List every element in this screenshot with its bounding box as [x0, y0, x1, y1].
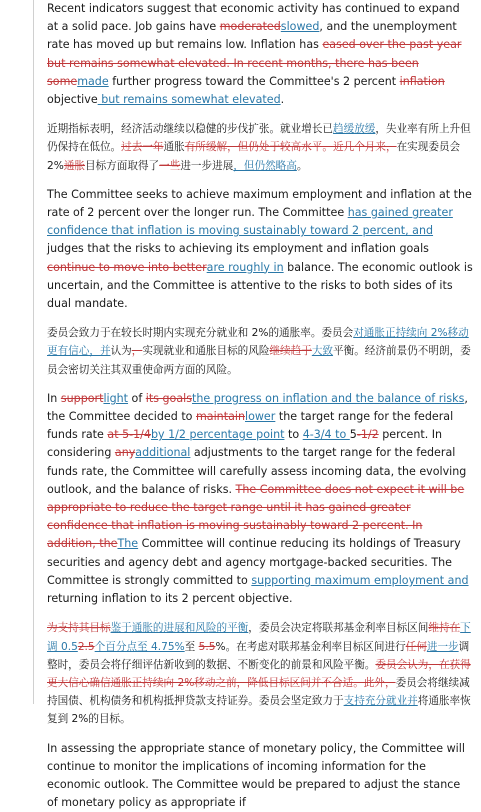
- text-segment: objective: [47, 93, 98, 107]
- paragraph-zh-3: [47, 619, 473, 728]
- paragraph-en-3: [47, 390, 473, 608]
- inserted-text: light: [103, 391, 129, 405]
- deleted-text: 过去一年: [121, 141, 164, 154]
- text-segment: 近期指标表明，经济活动继续以稳健的步伐扩张。就业增长已: [47, 123, 334, 136]
- text-segment: further progress toward the Committee's 2 percent: [108, 74, 400, 88]
- paragraph-gap: [47, 109, 473, 120]
- deleted-text: 委员会认为，在获得更大信心确信通胀正持续向 2%移动之前，降低目标区间并不合适。此外，: [47, 658, 471, 689]
- text-segment: Committee will continue reducing its holdings of Treasury securities and agency debt and agency mortgage-backed securities. The Committee is strongly committed to: [47, 537, 461, 587]
- text-segment: 调整时，委员会将仔细评估新收到的数据、不断变化的前景和风险平衡。: [47, 640, 470, 671]
- deleted-text: 为支持其目标: [47, 622, 111, 635]
- inserted-text: 大致: [311, 345, 334, 358]
- text-segment: adjustments to the target range for the federal funds rate, the Committee will carefully assess incoming data, the evolving outlook, and the balance of risks.: [47, 446, 467, 496]
- inserted-text: 下调 0.5: [47, 622, 471, 653]
- inserted-text: 进一步: [426, 640, 459, 653]
- deleted-text: maintain: [196, 410, 245, 424]
- inserted-text: supporting maximum employment and: [251, 573, 469, 587]
- text-segment: 将通胀率恢复到 2%的目标。: [47, 695, 471, 726]
- inserted-text: ，但仍然略高: [233, 159, 297, 172]
- paragraph-en-1: [47, 0, 473, 109]
- deleted-text: ，: [131, 345, 143, 358]
- inserted-text: has gained greater confidence that inflation is moving sustainably toward 2 percent, and: [47, 206, 453, 238]
- deleted-text: 一些: [159, 159, 181, 172]
- text-segment: 平衡。经济前景仍不明朗，委员会密切关注其双重使命两方面的风险。: [47, 345, 471, 376]
- text-segment: .: [280, 93, 285, 107]
- text-segment: judges that the risks to achieving its employment and inflation goals: [47, 242, 429, 256]
- text-segment: ，失业率有所上升但仍保持在低位。: [47, 123, 471, 154]
- paragraph-gap: [47, 729, 473, 740]
- deleted-text: 5.5: [198, 640, 216, 653]
- text-segment: 目标方面取得了: [85, 159, 160, 172]
- deleted-text: -1/2: [356, 428, 379, 442]
- deleted-text: 2.5: [77, 640, 95, 653]
- paragraph-gap: [47, 175, 473, 186]
- text-segment: 委员会致力于在较长时期内实现充分就业和 2%的通胀率。委员会: [47, 327, 354, 340]
- deleted-text: 任何: [405, 640, 427, 653]
- text-segment: returning inflation to its 2 percent objective.: [47, 592, 293, 606]
- deleted-text: inflation: [399, 74, 445, 88]
- text-segment: , the Committee decided to: [47, 391, 468, 424]
- inserted-text: 趋缓放缓: [333, 123, 376, 136]
- text-segment: the target range for the federal funds rate: [47, 410, 454, 442]
- text-segment: balance. The economic outlook is uncertain, and the Committee is attentive to the risks to both sides of its dual mandate.: [47, 260, 473, 311]
- text-segment: 委员会将继续减持国债、机构债务和机构抵押贷款支持证券。委员会坚定致力于: [47, 676, 470, 708]
- paragraph-gap: [47, 313, 473, 324]
- deleted-text: 维持在: [428, 622, 461, 635]
- paragraph-zh-1: [47, 120, 473, 175]
- text-segment: 实现就业和通胀目标的风险: [142, 345, 270, 358]
- text-segment: Recent indicators suggest that economic activity has continued to expand at a solid pace. Job gains have: [47, 2, 460, 34]
- paragraph-zh-2: [47, 324, 473, 379]
- text-segment: to: [284, 428, 303, 442]
- text-segment: 进一步进展: [180, 159, 234, 172]
- inserted-text: 4-3/4 to: [302, 428, 350, 442]
- paragraph-en-2: [47, 186, 473, 313]
- deleted-text: eased over the past year but remains somewhat elevated. In recent months, there has been some: [47, 38, 462, 88]
- text-segment: The Committee seeks to achieve maximum employment and inflation at the rate of 2 percent over the longer run. The Committee: [47, 187, 472, 220]
- text-segment: In assessing the appropriate stance of monetary policy, the Committee will continue to monitor the implications of incoming information for the economic outlook. The Committee would be prepared to adjust the stance of monetary policy as appropriate if: [47, 741, 465, 810]
- text-segment: 5: [349, 428, 357, 442]
- inserted-text: 支持充分就业并: [343, 695, 418, 708]
- inserted-text: by 1/2 percentage point: [150, 428, 285, 442]
- deleted-text: its goals: [145, 391, 193, 405]
- paragraph-en-4: [47, 740, 473, 812]
- inserted-text: additional: [135, 446, 191, 460]
- left-margin-rule: [33, 0, 34, 704]
- inserted-text: the progress on inflation and the balance of risks: [192, 391, 465, 405]
- deleted-text: support: [60, 391, 104, 405]
- deleted-text: at 5-1/4: [107, 428, 151, 442]
- text-segment: In: [47, 391, 61, 405]
- paragraph-gap: [47, 379, 473, 390]
- deleted-text: continue to move into better: [47, 260, 207, 274]
- inserted-text: but remains somewhat elevated: [97, 93, 281, 107]
- text-segment: percent. In considering: [47, 428, 443, 460]
- text-segment: %。在考虑对联邦基金利率目标区间进行: [215, 640, 406, 653]
- text-segment: 认为: [110, 345, 132, 358]
- inserted-text: 对通胀正持续向 2%移动更有信心，并: [47, 327, 469, 358]
- inserted-text: 个百分点至 4.75%: [94, 640, 185, 653]
- deleted-text: 有所缓解，但仍处于较高水平。近几个月来，: [184, 141, 397, 154]
- deleted-text: any: [114, 446, 136, 460]
- paragraph-gap: [47, 608, 473, 619]
- inserted-text: made: [77, 74, 109, 88]
- deleted-text: 继续趋于: [269, 345, 312, 358]
- deleted-text: 通胀: [63, 159, 85, 172]
- text-segment: 至: [184, 640, 199, 653]
- inserted-text: are roughly in: [206, 260, 284, 274]
- text-segment: , and the unemployment rate has moved up but remains low. Inflation has: [47, 20, 457, 52]
- text-segment: 在实现委员会 2%: [47, 141, 461, 172]
- redline-document: [47, 0, 473, 812]
- inserted-text: 鉴于通胀的进展和风险的平衡: [110, 622, 249, 635]
- text-segment: 通胀: [163, 141, 185, 154]
- deleted-text: moderated: [219, 20, 281, 34]
- inserted-text: slowed: [280, 20, 320, 34]
- deleted-text: The Committee does not expect it will be appropriate to reduce the target range until it has gained greater confidence that inflation is moving sustainably toward 2 percent. In addition, the: [47, 482, 465, 551]
- text-segment: ，委员会决定将联邦基金利率目标区间: [248, 622, 429, 635]
- text-segment: 。: [296, 159, 308, 172]
- text-segment: of: [128, 391, 146, 405]
- inserted-text: The: [117, 537, 139, 551]
- inserted-text: lower: [244, 410, 276, 424]
